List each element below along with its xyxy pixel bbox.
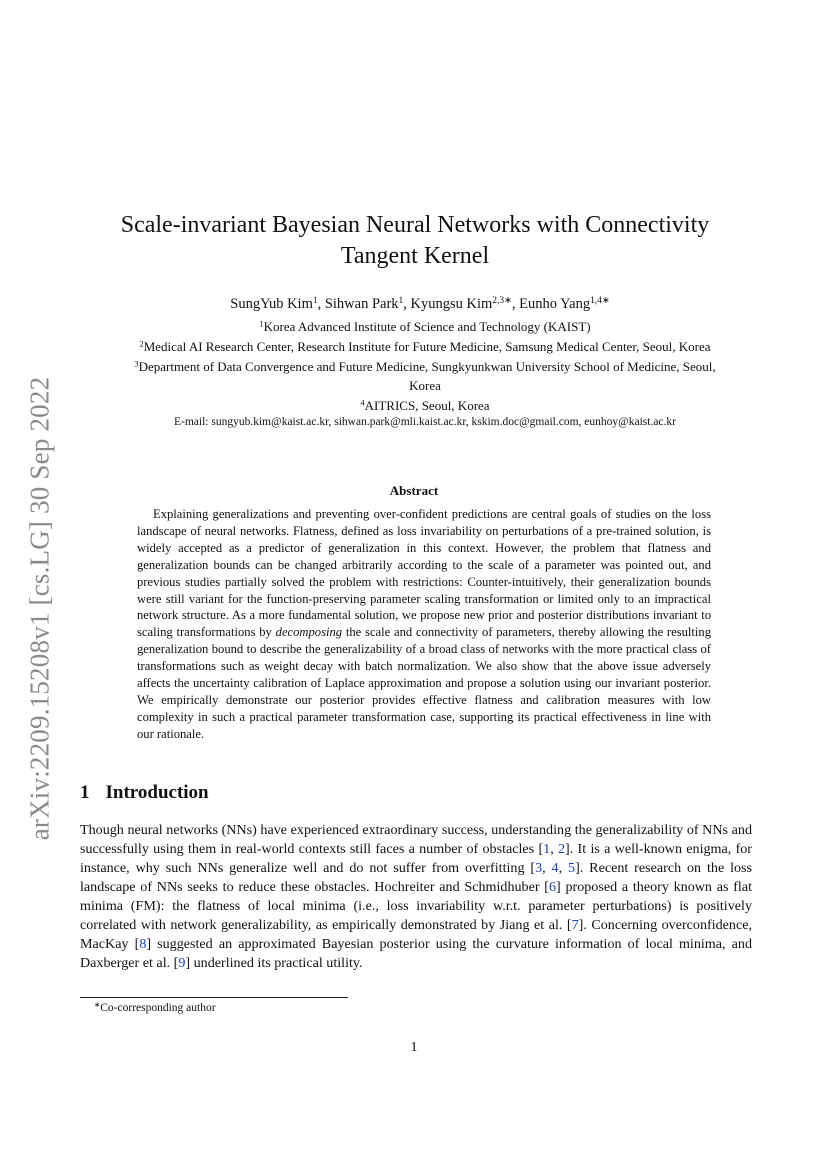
email-list: E-mail: sungyub.kim@kaist.ac.kr, sihwan.park@mli.kaist.ac.kr, kskim.doc@gmail.com, eunhoy@kaist.ac.kr <box>174 416 676 428</box>
section-heading <box>80 782 209 804</box>
citation-link[interactable]: 5 <box>568 860 576 876</box>
author-affil-mark: 1 <box>312 295 318 306</box>
author-name: Kyungsu Kim <box>410 296 493 312</box>
abstract-emphasis: decomposing <box>275 625 343 640</box>
author-affil-mark: 1,4∗ <box>590 295 610 306</box>
abstract-text: Explaining generalizations and preventing over-confident predictions are central goals of studies on the loss landscape of neural networks. Flatness, defined as loss invariability on perturbations of a pre-trained solution, is widely accepted as a predictor of generalization in this context. However, the problem that flatness and generalization bounds can be changed arbitrarily according to the scale of a parameter was pointed out, and previous studies partially solved the problem with restrictions: Counter-intuitively, their generalization bounds were still variant for the function-preserving parameter scaling transformation or limited only to an impractical network structure. As a more fundamental solution, we propose new prior and posterior distributions invariant to scaling transformations by decomposing the scale and connectivity of parameters, thereby allowing the resulting generalization bound to describe the generalizability of a broad class of networks with the more practical class of transformations such as weight decay with batch normalization. We also show that the above issue adversely affects the uncertainty calibration of Laplace approximation and propose a solution using our invariant posterior. We empirically demonstrate our posterior provides effective flatness and calibration measures with low complexity in such a practical parameter transformation case, supporting its practical effectiveness in line with our rationale. <box>137 507 711 741</box>
author-list: SungYub Kim$^1$, Sihwan Park$^1$, Kyungsu Kim$^{2,3∗}$, Eunho Yang$^{1,4∗}$ <box>230 295 610 312</box>
footnote: ∗Co-corresponding author <box>94 999 216 1014</box>
section-title: Introduction <box>105 782 209 803</box>
citation-link[interactable]: 4 <box>551 860 559 876</box>
footnote-divider <box>80 997 348 998</box>
citation-link[interactable]: 6 <box>548 879 557 895</box>
citation-link[interactable]: 7 <box>571 917 579 933</box>
citation-link[interactable]: 8 <box>139 936 147 952</box>
arxiv-identifier-text: arXiv:2209.15208v1 [cs.LG] 30 Sep 2022 <box>24 376 55 840</box>
paper-title: Scale-invariant Bayesian Neural Networks with Connectivity Tangent Kernel <box>120 212 710 269</box>
arxiv-identifier <box>16 366 64 850</box>
author-affil-mark: 2,3∗ <box>492 295 512 306</box>
abstract-heading: Abstract <box>389 483 439 498</box>
section-number: 1 <box>80 782 90 803</box>
author-affil-mark: 1 <box>398 295 404 306</box>
introduction-paragraph: Though neural networks (NNs) have experienced extraordinary success, understanding the generalizability of NNs and successfully using them in real-world contexts still faces a number of obstacles [1, 2]. It is a well-known enigma, for instance, why such NNs generalize well and do not suffer from overfitting [3, 4, 5]. Recent research on the loss landscape of NNs seeks to reduce these obstacles. Hochreiter and Schmidhuber [6] proposed a theory known as flat minima (FM): the flatness of local minima (i.e., loss invariability w.r.t. parameter perturbations) is positively correlated with network generalizability, as empirically demonstrated by Jiang et al. [7]. Concerning overconfidence, MacKay [8] suggested an approximated Bayesian posterior using the curvature information of local minima, and Daxberger et al. [9] underlined its practical utility. <box>80 822 753 971</box>
author-name: SungYub Kim <box>230 296 313 312</box>
affiliation: $^4$AITRICS, Seoul, Korea <box>360 397 490 413</box>
citation-link[interactable]: 2 <box>558 841 566 857</box>
author-name: Sihwan Park <box>324 296 399 312</box>
affiliation: $^3$Department of Data Convergence and Future Medicine, Sungkyunkwan University School of Medicine, Seoul, Korea <box>134 358 716 393</box>
citation-link[interactable]: 1 <box>543 841 551 857</box>
affiliation: $^2$Medical AI Research Center, Research Institute for Future Medicine, Samsung Medical Center, Seoul, Korea <box>139 338 711 354</box>
citation-link[interactable]: 9 <box>178 955 186 971</box>
page-number: 1 <box>410 1040 418 1055</box>
citation-link[interactable]: 3 <box>535 860 543 876</box>
author-name: Eunho Yang <box>519 296 591 312</box>
affiliation: $^1$Korea Advanced Institute of Science and Technology (KAIST) <box>259 318 591 334</box>
